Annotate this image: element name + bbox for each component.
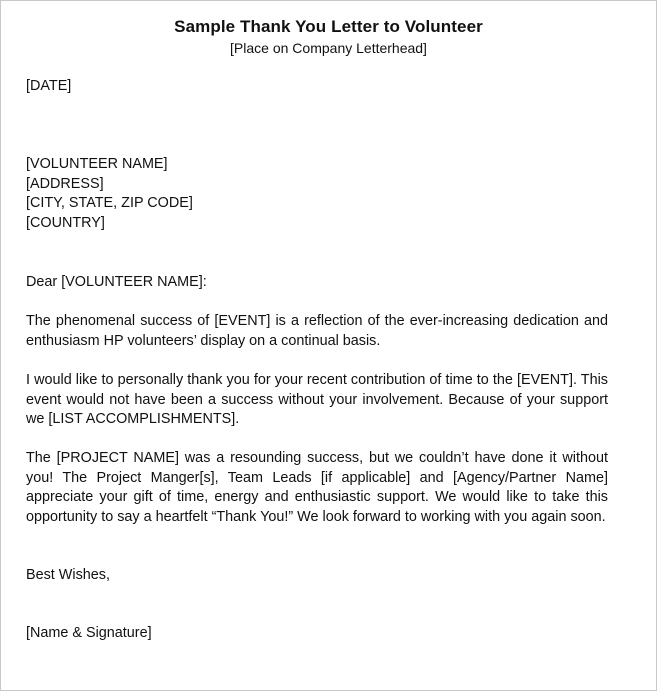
paragraph-1: The phenomenal success of [EVENT] is a reflection of the ever-increasing dedication and enthusiasm HP volunteers’ display on a continual basis. bbox=[26, 313, 608, 349]
document-title: Sample Thank You Letter to Volunteer bbox=[174, 17, 483, 36]
paragraph-2: I would like to personally thank you for your recent contribution of time to the [EVENT]. This event would not have been a success without your involvement. Because of your support we [LIST ACCOMPLISHMENTS]. bbox=[26, 372, 608, 427]
date-line bbox=[26, 77, 608, 97]
address-line-country: [COUNTRY] bbox=[26, 214, 105, 231]
letterhead-note: [Place on Company Letterhead] bbox=[230, 40, 427, 56]
address-line-street: [ADDRESS] bbox=[26, 175, 104, 192]
date: [DATE] bbox=[26, 78, 72, 94]
address-line-name: [VOLUNTEER NAME] bbox=[26, 156, 168, 172]
closing: Best Wishes, bbox=[26, 567, 110, 583]
recipient-address bbox=[26, 155, 608, 233]
salutation: Dear [VOLUNTEER NAME]: bbox=[26, 274, 207, 290]
paragraph-3: The [PROJECT NAME] was a resounding success, but we couldn’t have done it without you! The Project Manger[s], Team Leads [if applicable] and [Agency/Partner Name] appreciate your gift of time, energy and enthusiastic support. We would like to take this opportunity to say a heartfelt “Thank You!” We look forward to working with you again soon. bbox=[26, 450, 608, 525]
signature-placeholder: [Name & Signature] bbox=[26, 625, 152, 641]
address-line-city: [CITY, STATE, ZIP CODE] bbox=[26, 195, 193, 211]
